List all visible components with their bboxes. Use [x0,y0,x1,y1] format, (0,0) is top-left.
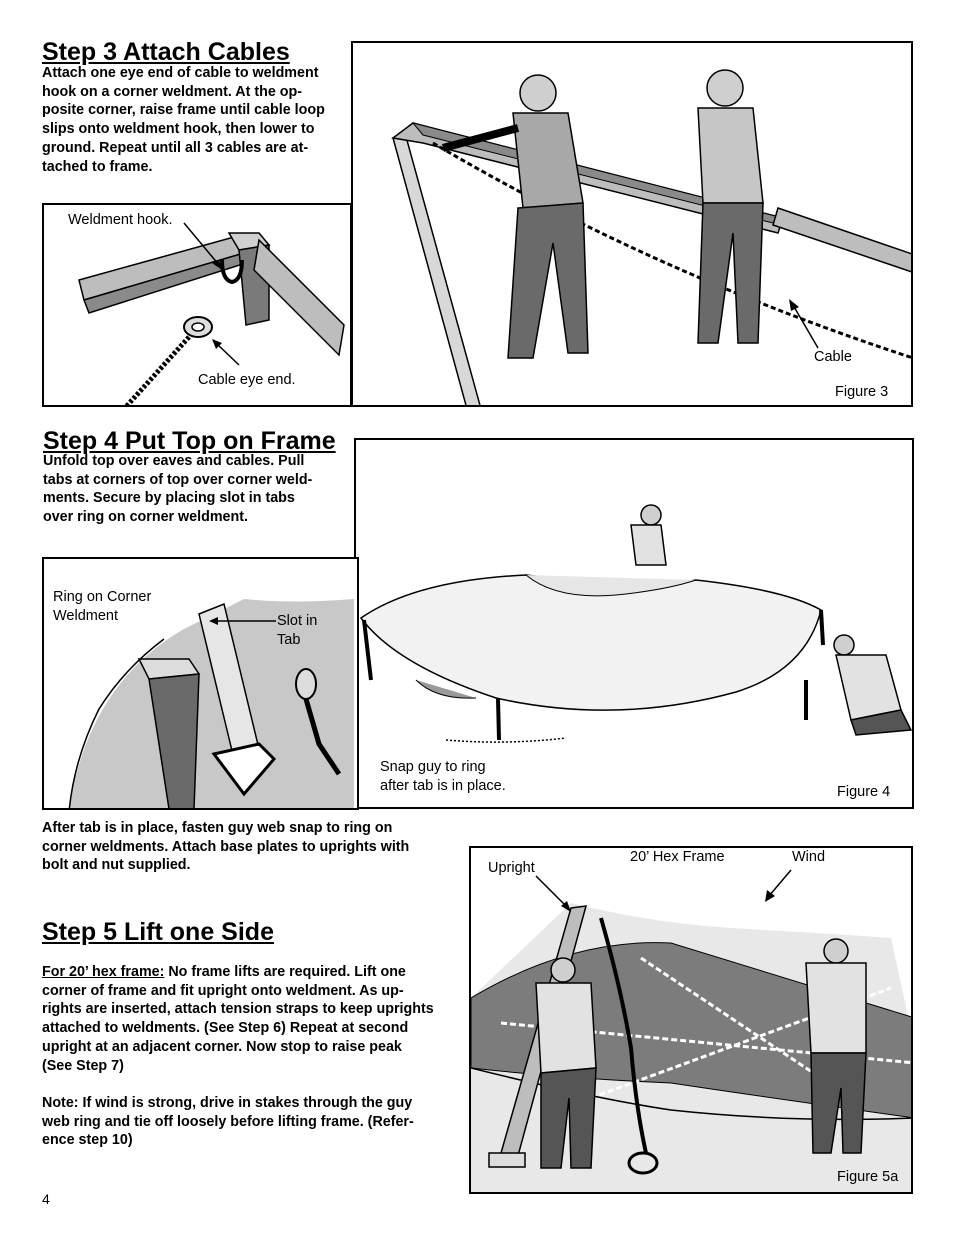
slot-label: Slot in Tab [277,613,318,648]
figure-5a [469,846,913,1194]
cable-eye-label: Cable eye end. [198,372,296,388]
figure-3-caption: Figure 3 [835,384,889,400]
weldment-hook-label: Weldment hook. [68,212,173,228]
figure-5a-illustration [471,848,913,1194]
step3-body: Attach one eye end of cable to weldment hook on a corner weldment. At the op- posite corner, raise frame until cable loop slips onto weldment hook, then lower to ground. Repeat until all 3 cables are at- tached to frame. [42,65,325,175]
wind-label: Wind [792,849,826,865]
step4-heading: Step 4 Put Top on Frame [43,427,336,455]
figure-3 [351,41,913,407]
cable-label: Cable [814,349,852,365]
step5-body-text: No frame lifts are required. Lift one corner of frame and fit upright onto weldment. As up- rights are inserted, attach tension straps to keep uprights attached to weldments. (See Step 6) Repeat at second upright at an adjacent corner. Now stop to raise peak (See Step 7) [42,964,434,1074]
step3-heading: Step 3 Attach Cables [42,38,290,66]
figure-4-inset [42,557,359,810]
snap-label: Snap guy to ring after tab is in place. [380,759,506,794]
figure-4-illustration [356,440,914,809]
step5-body [42,963,470,1075]
step5-heading: Step 5 Lift one Side [42,918,274,946]
step4-body: Unfold top over eaves and cables. Pull tabs at corners of top over corner weld- ments. Secure by placing slot in tabs over ring on corner weldment. [43,453,313,526]
figure-4-caption: Figure 4 [837,784,891,800]
figure-3-inset [42,203,352,407]
ring-label: Ring on Corner Weldment [53,589,152,624]
after-tab-text: After tab is in place, fasten guy web snap to ring on corner weldments. Attach base plates to uprights with bolt and nut supplied. [42,820,410,874]
page-number: 4 [42,1191,50,1207]
step5-lead: For 20’ hex frame: [42,964,165,980]
figure-5a-caption: Figure 5a [837,1169,899,1185]
hex-frame-label: 20’ Hex Frame [630,849,725,865]
upright-label: Upright [488,860,535,876]
figure-4 [354,438,914,809]
step5-note: Note: If wind is strong, drive in stakes through the guy web ring and tie off loosely before lifting frame. (Refer- ence step 10) [42,1095,414,1149]
